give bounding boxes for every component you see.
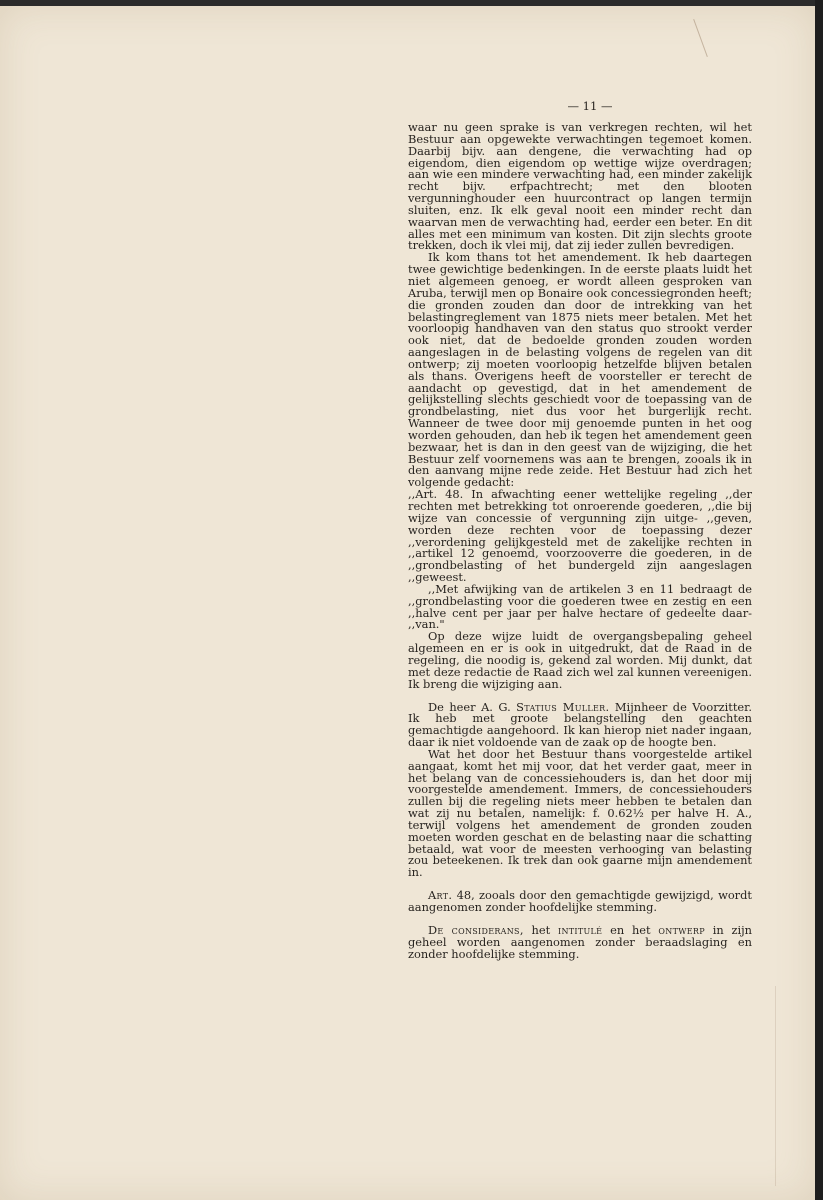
quote-article-48: ,,Art. 48. In afwachting eener wettelijke regeling ,,der rechten met betrekking tot onroerende goederen, ,,die bij wijze van concessie of vergunning zijn uitge- ,,geven, worden deze rechten voor de toepassing dezer ,,verordening gelijkgesteld met de zakelijke rechten in ,,artikel 12 genoemd, voorzooverre die goederen, in de ,,grondbelasting of het bundergeld zijn aangeslagen ,,geweest. <box>408 487 752 585</box>
closing-paragraph <box>408 922 752 961</box>
speaker-text: Mijnheer de Voorzitter. Ik heb met groote belangstelling den geachten gemachtigde aangehoord. Ik kan hierop niet nader ingaan, daar ik niet voldoende van de zaak op de hoogte ben. <box>408 699 752 750</box>
quote-deviation: ,,Met afwijking van de artikelen 3 en 11 bedraagt de ,,grondbelasting voor die goederen twee en zestig en een ,,halve cent per jaar per halve hectare of gedeelte daar- ,,van." <box>408 581 752 632</box>
paper-edge-mark <box>775 986 776 1186</box>
paragraph-response: Wat het door het Bestuur thans voorgestelde artikel aangaat, komt het mij voor, dat het verder gaat, meer in het belang van de concessiehouders is, dan het door mij voorgestelde amendement. Immers, de concessiehouders zullen bij die regeling niets meer hebben te betalen dan wat zij nu betalen, namelijk: f. 0.62½ per halve H. A., terwijl volgens het amendement de gronden zouden moeten worden geschat en de belasting naar die schatting betaald, wat voor de meesten verhooging van belasting zou beteekenen. Ik trek dan ook gaarne mijn amendement in. <box>408 746 752 880</box>
paragraph-transition: Op deze wijze luidt de overgangsbepaling geheel algemeen en er is ook in uitgedrukt, dat de Raad in de regeling, die noodig is, gekend zal worden. Mij dunkt, dat met deze redactie de Raad zich wel zal kunnen vereenigen. Ik breng die wijziging aan. <box>408 629 752 691</box>
speaker-name: Statius Muller. <box>516 699 610 714</box>
closing-text: in zijn geheel worden aangenomen zonder beraadslaging en zonder hoofdelijke stemming. <box>408 922 752 961</box>
closing-word-het: het <box>531 922 551 937</box>
document-page <box>0 6 815 1200</box>
intitule-label: intitulé <box>558 922 603 937</box>
art48-text: 48, zooals door den gemachtigde gewijzigd, wordt aangenomen zonder hoofdelijke stemming. <box>408 888 752 914</box>
paragraph-continuation: waar nu geen sprake is van verkregen rechten, wil het Bestuur aan opgewekte verwachtingen tegemoet komen. Daarbij bijv. aan dengene, die verwachting had op eigendom, dien eigendom op wettige wijze overdragen; aan wie een mindere verwachting had, een minder zakelijk recht bijv. erfpachtrecht; met den blooten vergunninghouder een huurcontract op langen termijn sluiten, enz. Ik elk geval nooit een minder recht dan waarvan men de verwachting had, eerder een beter. En dit alles met een minimum van kosten. Dit zijn slechts groote trekken, doch ik vlei mij, dat zij ieder zullen bevredigen. <box>408 120 752 253</box>
art48-label: Art. <box>428 888 453 903</box>
speaker-intro: De heer A. G. <box>428 699 511 714</box>
paragraph-amendment: Ik kom thans tot het amendement. Ik heb daartegen twee gewichtige bedenkingen. In de eerste plaats luidt het niet algemeen genoeg, er wordt alleen gesproken van Aruba, terwijl men op Bonaire ook concessiegronden heeft; die gronden zouden dan door de intrekking van het belastingreglement van 1875 niets meer betalen. Met het voorloopig handhaven van den status quo strookt verder ook niet, dat de bedoelde gronden zouden worden aangeslagen in de belasting volgens de regelen van dit ontwerp; zij moeten voorloopig hetzelfde blijven betalen als thans. Overigens heeft de voorsteller er terecht de aandacht op gevestigd, dat in het amendement de gelijkstelling slechts geschiedt voor de toepassing van de grondbelasting, niet dus voor het burgerlijk recht. Wanneer de twee door mij genoemde punten in het oog worden gehouden, dan heb ik tegen het amendement geen bezwaar, het is dan in den geest van de wijziging, die het Bestuur zelf voornemens was aan te brengen, zooals ik in den aanvang mijne rede zeide. Het Bestuur had zich het volgende gedacht: <box>408 250 752 490</box>
background-edge <box>815 0 823 1200</box>
speaker-paragraph <box>408 699 752 750</box>
closing-word-en-het: en het <box>610 922 651 937</box>
page-number: — 11 — <box>567 99 613 113</box>
paper-crease-mark <box>693 19 708 57</box>
art48-paragraph <box>408 890 752 914</box>
ontwerp-label: ontwerp <box>658 922 705 937</box>
considerans-label: De considerans, <box>428 922 524 937</box>
text-column <box>408 122 752 960</box>
